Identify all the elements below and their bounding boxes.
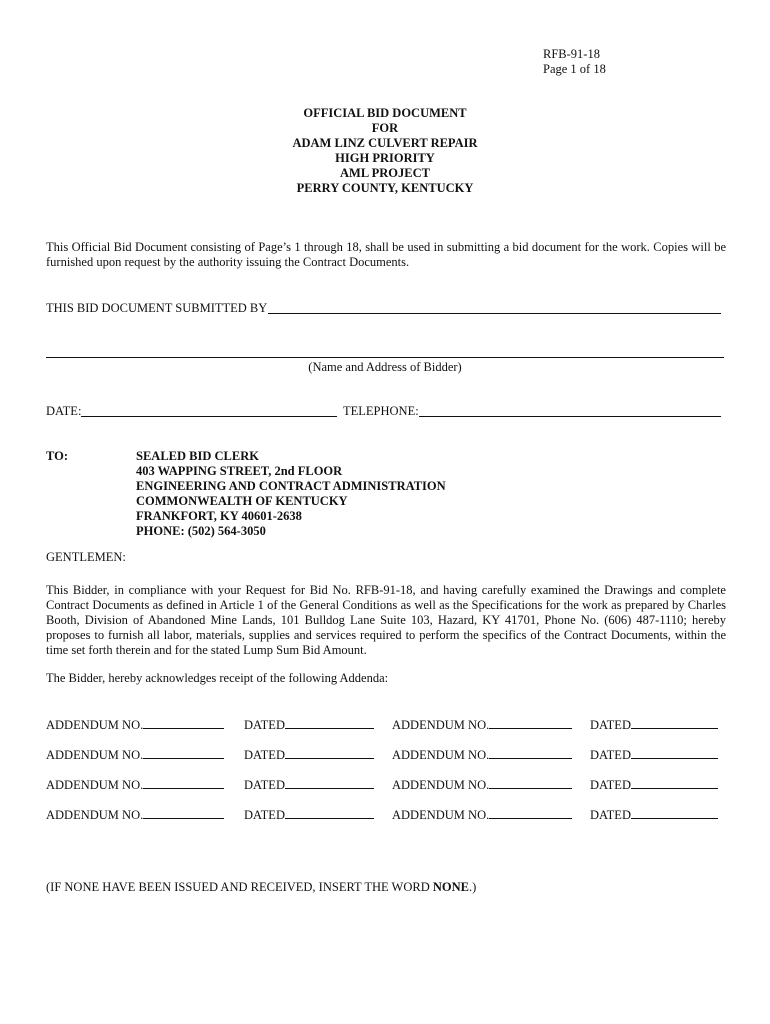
compliance-paragraph: This Bidder, in compliance with your Request for Bid No. RFB-91-18, and having carefully examined the Drawings and complete Contract Documents as defined in Article 1 of the General Conditions as well as the Specifications for the work as prepared by Charles Booth, Division of Abandoned Mine Lands, 101 Bulldog Lane Suite 103, Hazard, KY 41701, Phone No. (606) 487-1110; hereby proposes to furnish all labor, materials, supplies and services required to perform the specifics of the Contract Documents, within the time set forth therein and for the stated Lump Sum Bid Amount. xyxy=(46,583,726,657)
addendum-label: ADDENDUM NO. xyxy=(392,778,490,792)
dated-field[interactable] xyxy=(631,806,718,819)
dated-field[interactable] xyxy=(631,746,718,759)
dated-field[interactable] xyxy=(285,716,374,729)
to-label: TO: xyxy=(46,449,68,463)
recipient-line-6: PHONE: (502) 564-3050 xyxy=(136,524,266,538)
dated-label: DATED xyxy=(590,778,631,792)
dated-label: DATED xyxy=(590,808,631,822)
dated-label: DATED xyxy=(244,808,285,822)
dated-field[interactable] xyxy=(285,746,374,759)
dated-label: DATED xyxy=(244,718,285,732)
submitted-by-field[interactable] xyxy=(268,313,721,314)
addendum-number-field[interactable] xyxy=(489,746,572,759)
document-number: RFB-91-18 xyxy=(543,47,600,61)
title-line-6: PERRY COUNTY, KENTUCKY xyxy=(296,181,474,195)
addendum-number-field[interactable] xyxy=(143,806,224,819)
dated-field[interactable] xyxy=(631,716,718,729)
dated-label: DATED xyxy=(244,748,285,762)
addendum-label: ADDENDUM NO. xyxy=(46,808,144,822)
dated-field[interactable] xyxy=(285,776,374,789)
name-address-caption: (Name and Address of Bidder) xyxy=(308,360,462,374)
none-instruction-suffix: .) xyxy=(469,880,477,894)
addenda-row xyxy=(46,716,736,731)
addendum-number-field[interactable] xyxy=(143,716,224,729)
recipient-line-2: 403 WAPPING STREET, 2nd FLOOR xyxy=(136,464,343,478)
recipient-line-5: FRANKFORT, KY 40601-2638 xyxy=(136,509,302,523)
addenda-row xyxy=(46,806,736,821)
title-line-1: OFFICIAL BID DOCUMENT xyxy=(303,106,467,120)
title-line-5: AML PROJECT xyxy=(340,166,430,180)
recipient-address xyxy=(136,449,446,539)
addendum-label: ADDENDUM NO. xyxy=(392,748,490,762)
date-label: DATE: xyxy=(46,404,82,418)
addendum-label: ADDENDUM NO. xyxy=(392,808,490,822)
dated-label: DATED xyxy=(590,748,631,762)
addendum-label: ADDENDUM NO. xyxy=(392,718,490,732)
salutation: GENTLEMEN: xyxy=(46,550,126,564)
page-label: Page 1 of 18 xyxy=(543,62,606,76)
dated-label: DATED xyxy=(590,718,631,732)
addendum-number-field[interactable] xyxy=(489,776,572,789)
recipient-line-3: ENGINEERING AND CONTRACT ADMINISTRATION xyxy=(136,479,446,493)
title-line-4: HIGH PRIORITY xyxy=(335,151,435,165)
submitted-by-label: THIS BID DOCUMENT SUBMITTED BY xyxy=(46,301,268,315)
title-line-2: FOR xyxy=(371,121,399,135)
intro-paragraph: This Official Bid Document consisting of Page’s 1 through 18, shall be used in submitting a bid document for the work. Copies will be furnished upon request by the authority issuing the Contract Documents. xyxy=(46,240,726,269)
addendum-number-field[interactable] xyxy=(143,776,224,789)
dated-field[interactable] xyxy=(285,806,374,819)
addendum-number-field[interactable] xyxy=(489,806,572,819)
telephone-field[interactable] xyxy=(419,416,721,417)
telephone-label: TELEPHONE: xyxy=(343,404,419,418)
dated-field[interactable] xyxy=(631,776,718,789)
bidder-address-field[interactable] xyxy=(46,357,724,358)
addenda-intro: The Bidder, hereby acknowledges receipt of the following Addenda: xyxy=(46,671,389,685)
recipient-line-4: COMMONWEALTH OF KENTUCKY xyxy=(136,494,348,508)
none-instruction xyxy=(46,880,476,895)
addendum-number-field[interactable] xyxy=(143,746,224,759)
addendum-label: ADDENDUM NO. xyxy=(46,718,144,732)
title-line-3: ADAM LINZ CULVERT REPAIR xyxy=(292,136,478,150)
addenda-row xyxy=(46,746,736,761)
addendum-label: ADDENDUM NO. xyxy=(46,748,144,762)
document-title xyxy=(0,106,770,196)
recipient-line-1: SEALED BID CLERK xyxy=(136,449,259,463)
addendum-number-field[interactable] xyxy=(489,716,572,729)
dated-label: DATED xyxy=(244,778,285,792)
none-instruction-prefix: (IF NONE HAVE BEEN ISSUED AND RECEIVED, INSERT THE WORD xyxy=(46,880,433,894)
date-field[interactable] xyxy=(81,416,337,417)
addenda-row xyxy=(46,776,736,791)
addendum-label: ADDENDUM NO. xyxy=(46,778,144,792)
none-word: NONE xyxy=(432,880,469,894)
